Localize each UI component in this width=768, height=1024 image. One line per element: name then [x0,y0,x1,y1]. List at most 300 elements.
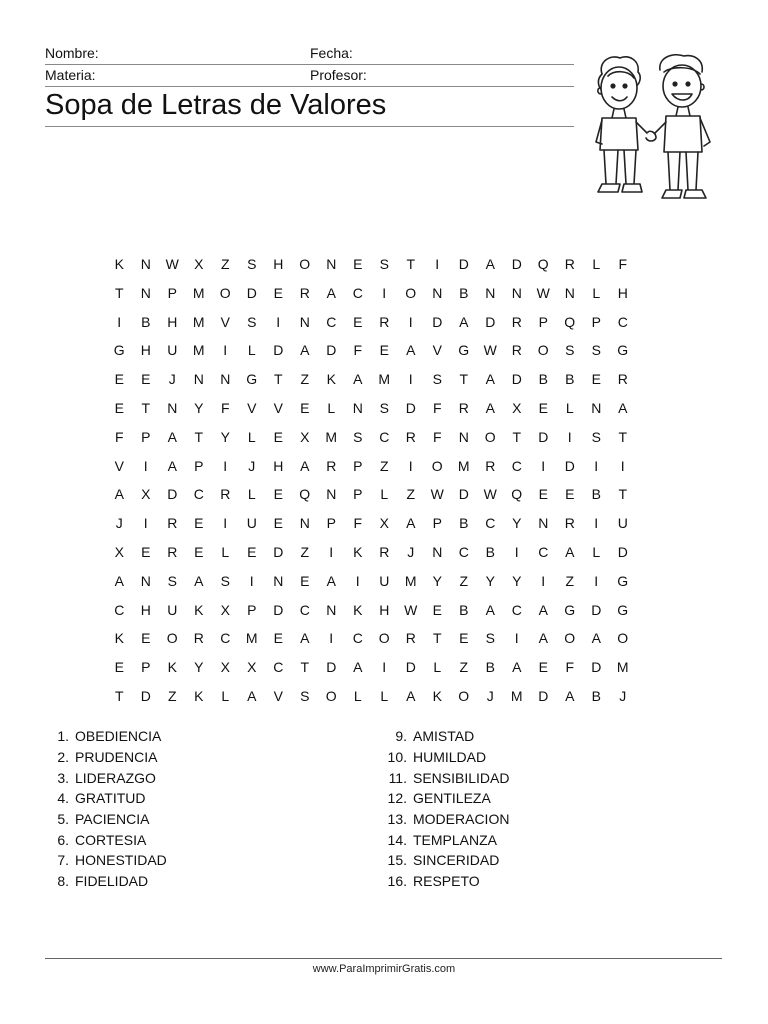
grid-letter: I [143,457,148,474]
word-list-item [47,829,167,850]
grid-letter: M [616,659,629,676]
grid-letter: Y [194,659,204,676]
grid-letter: S [432,371,442,388]
grid-letter: N [511,284,522,301]
grid-letter: J [407,543,415,560]
grid-letter: G [246,371,258,388]
grid-letter: E [194,515,204,532]
grid-letter: U [167,601,178,618]
word-list-item [47,850,167,871]
grid-letter: L [353,687,362,704]
grid-letter: D [273,342,284,359]
grid-letter: D [405,399,416,416]
grid-row [106,279,662,308]
grid-letter: N [299,515,310,532]
grid-letter: D [458,486,469,503]
grid-letter: E [273,284,283,301]
grid-letter: N [326,601,337,618]
footer-divider [45,958,722,959]
grid-letter: L [247,342,256,359]
grid-letter: L [565,399,574,416]
grid-letter: U [167,342,178,359]
word-text: CORTESIA [75,831,147,848]
grid-letter: C [352,630,363,647]
word-list-item [47,747,167,768]
grid-letter: W [404,601,418,618]
word-list-item [375,747,509,768]
grid-letter: B [485,659,495,676]
profesor-label: Profesor: [310,67,367,83]
grid-letter: E [538,399,548,416]
grid-letter: P [141,428,151,445]
grid-letter: R [379,543,390,560]
grid-letter: N [140,256,151,272]
grid-letter: I [594,515,599,532]
grid-letter: C [485,515,496,532]
grid-letter: Q [537,256,549,272]
grid-letter: B [538,371,548,388]
word-number: 15. [387,852,407,869]
grid-letter: E [591,371,601,388]
word-number: 6. [57,831,69,848]
grid-letter: O [166,630,178,647]
grid-letter: C [538,543,549,560]
word-number: 1. [57,728,69,745]
word-text: AMISTAD [413,728,475,745]
grid-letter: Z [406,486,416,503]
grid-letter: D [246,284,257,301]
grid-letter: A [512,659,522,676]
word-list-item [375,726,509,747]
grid-letter: D [511,371,522,388]
word-list-item [47,767,167,788]
grid-letter: E [273,486,283,503]
grid-letter: T [512,428,522,445]
grid-letter: E [141,543,151,560]
grid-letter: Y [512,572,522,589]
grid-letter: B [591,687,601,704]
grid-letter: F [220,399,230,416]
grid-letter: K [432,687,442,704]
grid-letter: A [194,572,204,589]
grid-letter: A [485,601,495,618]
grid-letter: S [565,342,575,359]
grid-letter: D [564,457,575,474]
grid-letter: L [592,543,601,560]
grid-row [106,423,662,452]
grid-letter: D [405,659,416,676]
letter-grid [106,250,662,711]
grid-letter: Z [379,457,389,474]
grid-letter: H [617,284,628,301]
grid-letter: Y [220,428,230,445]
grid-letter: I [567,428,572,445]
grid-letter: M [510,687,523,704]
grid-letter: G [564,601,576,618]
grid-letter: L [592,256,601,272]
grid-letter: C [617,313,628,330]
grid-letter: N [140,284,151,301]
grid-letter: A [353,659,363,676]
grid-letter: O [431,457,443,474]
grid-letter: J [168,371,176,388]
grid-letter: L [380,687,389,704]
grid-letter: I [276,313,281,330]
grid-letter: E [300,399,310,416]
grid-letter: X [220,601,230,618]
word-text: OBEDIENCIA [75,728,162,745]
grid-row [106,250,662,279]
grid-letter: E [353,313,363,330]
grid-letter: P [167,284,177,301]
grid-letter: R [167,543,178,560]
grid-letter: R [167,515,178,532]
grid-letter: X [300,428,310,445]
grid-letter: O [219,284,231,301]
word-number: 3. [57,769,69,786]
materia-profesor-line [45,86,574,87]
grid-letter: D [140,687,151,704]
grid-letter: H [140,342,151,359]
grid-letter: P [353,486,363,503]
page-title: Sopa de Letras de Valores [45,89,387,121]
grid-letter: C [458,543,469,560]
grid-letter: S [300,687,310,704]
grid-letter: S [247,256,257,272]
grid-letter: C [352,284,363,301]
grid-letter: I [408,457,413,474]
grid-letter: L [433,659,442,676]
grid-letter: P [591,313,601,330]
grid-letter: A [167,428,177,445]
grid-letter: I [143,515,148,532]
word-text: MODERACION [413,811,510,828]
grid-letter: A [406,687,416,704]
grid-letter: F [114,428,124,445]
grid-letter: Z [220,256,230,272]
grid-letter: V [220,313,230,330]
grid-letter: R [299,284,310,301]
grid-letter: U [246,515,257,532]
grid-letter: L [327,399,336,416]
grid-letter: Y [512,515,522,532]
grid-letter: J [486,687,494,704]
word-number: 7. [57,852,69,869]
word-number: 9. [395,728,407,745]
word-number: 10. [387,749,407,766]
grid-letter: B [565,371,575,388]
grid-letter: V [432,342,442,359]
grid-letter: F [353,342,363,359]
grid-row [106,452,662,481]
grid-letter: N [432,284,443,301]
grid-row [106,336,662,365]
grid-letter: A [538,601,548,618]
grid-letter: O [484,428,496,445]
grid-letter: S [379,256,389,272]
grid-letter: P [247,601,257,618]
grid-letter: I [514,543,519,560]
grid-letter: N [326,256,337,272]
word-number: 12. [387,790,407,807]
word-list-item [47,809,167,830]
grid-letter: I [117,313,122,330]
grid-letter: R [564,256,575,272]
grid-letter: L [592,284,601,301]
grid-letter: O [617,630,629,647]
grid-letter: R [405,630,416,647]
word-text: SINCERIDAD [413,852,500,869]
grid-letter: C [511,457,522,474]
grid-letter: T [273,371,283,388]
grid-letter: Q [564,313,576,330]
grid-letter: D [167,486,178,503]
grid-letter: S [167,572,177,589]
grid-letter: E [565,486,575,503]
grid-letter: X [247,659,257,676]
grid-letter: A [247,687,257,704]
grid-letter: O [458,687,470,704]
grid-letter: I [620,457,625,474]
grid-letter: A [485,256,495,272]
grid-letter: N [591,399,602,416]
grid-letter: A [485,399,495,416]
word-list-item [375,871,509,892]
word-number: 14. [387,831,407,848]
grid-letter: D [485,313,496,330]
grid-letter: B [459,601,469,618]
grid-letter: O [378,630,390,647]
word-list-item [47,871,167,892]
grid-letter: Y [194,399,204,416]
grid-letter: Z [300,371,310,388]
grid-letter: M [192,284,205,301]
grid-letter: L [221,543,230,560]
word-text: PACIENCIA [75,811,150,828]
grid-letter: R [379,313,390,330]
grid-letter: E [459,630,469,647]
grid-letter: L [380,486,389,503]
grid-letter: H [140,601,151,618]
grid-letter: D [432,313,443,330]
grid-letter: S [247,313,257,330]
grid-letter: D [591,659,602,676]
grid-letter: J [619,687,627,704]
grid-letter: H [273,457,284,474]
grid-letter: G [617,572,629,589]
grid-letter: N [220,371,231,388]
grid-letter: K [167,659,177,676]
word-text: PRUDENCIA [75,749,158,766]
grid-letter: I [594,572,599,589]
grid-letter: I [541,572,546,589]
grid-letter: F [432,428,442,445]
grid-letter: V [247,399,257,416]
word-text: FIDELIDAD [75,873,149,890]
grid-letter: T [141,399,151,416]
word-list-item [375,809,509,830]
word-list-left [47,726,167,892]
grid-letter: V [114,457,124,474]
grid-letter: E [538,659,548,676]
grid-letter: K [326,371,336,388]
grid-letter: R [326,457,337,474]
word-text: LIDERAZGO [75,769,156,786]
grid-letter: P [326,515,336,532]
grid-letter: W [483,486,497,503]
grid-letter: A [406,515,416,532]
grid-letter: I [329,543,334,560]
grid-letter: X [512,399,522,416]
grid-letter: X [379,515,389,532]
grid-letter: E [194,543,204,560]
grid-letter: E [273,428,283,445]
word-number: 2. [57,749,69,766]
grid-letter: N [167,399,178,416]
grid-letter: T [114,687,124,704]
grid-letter: A [459,313,469,330]
grid-letter: K [353,601,363,618]
materia-label: Materia: [45,67,96,83]
grid-letter: A [300,342,310,359]
word-number: 11. [388,769,407,786]
grid-letter: R [564,515,575,532]
grid-letter: V [273,399,283,416]
grid-letter: A [538,630,548,647]
grid-letter: A [114,572,124,589]
grid-letter: B [459,284,469,301]
grid-letter: R [220,486,231,503]
grid-row [106,308,662,337]
word-list-item [375,829,509,850]
grid-letter: K [114,256,124,272]
grid-letter: A [618,399,628,416]
grid-letter: Z [459,659,469,676]
grid-letter: J [115,515,123,532]
grid-letter: F [432,399,442,416]
grid-letter: F [353,515,363,532]
word-list-item [375,850,509,871]
grid-letter: N [352,399,363,416]
kids-handshake-icon [588,52,718,216]
grid-letter: E [114,399,124,416]
word-list-item [375,788,509,809]
grid-letter: T [114,284,124,301]
grid-row [106,624,662,653]
grid-letter: Y [432,572,442,589]
word-number: 13. [387,811,407,828]
grid-letter: N [299,313,310,330]
grid-letter: E [141,630,151,647]
word-text: GENTILEZA [413,790,491,807]
grid-letter: A [300,457,310,474]
grid-letter: E [538,486,548,503]
grid-letter: I [223,515,228,532]
grid-letter: T [432,630,442,647]
word-text: TEMPLANZA [413,831,498,848]
grid-letter: N [564,284,575,301]
grid-letter: Z [300,543,310,560]
grid-letter: C [326,313,337,330]
grid-row [106,480,662,509]
nombre-label: Nombre: [45,45,99,61]
grid-letter: M [404,572,417,589]
grid-letter: W [165,256,179,272]
grid-letter: N [193,371,204,388]
grid-letter: R [405,428,416,445]
grid-letter: Y [485,572,495,589]
grid-letter: X [194,256,204,272]
grid-letter: C [114,601,125,618]
grid-letter: E [273,630,283,647]
grid-letter: A [114,486,124,503]
grid-letter: H [167,313,178,330]
grid-letter: I [249,572,254,589]
word-number: 8. [57,873,69,890]
grid-row [106,538,662,567]
grid-letter: E [247,543,257,560]
grid-letter: B [591,486,601,503]
grid-letter: M [378,371,391,388]
grid-letter: S [591,428,601,445]
grid-letter: I [408,313,413,330]
grid-letter: V [273,687,283,704]
grid-row [106,509,662,538]
grid-letter: E [353,256,363,272]
grid-letter: I [408,371,413,388]
grid-letter: W [430,486,444,503]
grid-letter: R [511,313,522,330]
grid-letter: S [379,399,389,416]
grid-letter: I [382,284,387,301]
grid-letter: O [537,342,549,359]
grid-letter: A [353,371,363,388]
word-text: SENSIBILIDAD [413,769,510,786]
grid-letter: R [485,457,496,474]
grid-letter: Q [511,486,523,503]
word-text: GRATITUD [75,790,146,807]
grid-letter: U [617,515,628,532]
grid-letter: D [591,601,602,618]
grid-letter: M [245,630,258,647]
grid-letter: G [617,601,629,618]
grid-letter: U [379,572,390,589]
grid-letter: I [594,457,599,474]
grid-letter: P [141,659,151,676]
grid-letter: I [514,630,519,647]
grid-letter: A [565,543,575,560]
grid-letter: O [325,687,337,704]
grid-letter: H [273,256,284,272]
grid-letter: D [273,543,284,560]
grid-letter: M [457,457,470,474]
grid-letter: P [538,313,548,330]
grid-letter: B [485,543,495,560]
grid-letter: K [194,687,204,704]
grid-letter: X [114,543,124,560]
word-text: HONESTIDAD [75,852,167,869]
grid-letter: E [300,572,310,589]
word-text: HUMILDAD [413,749,487,766]
grid-letter: O [564,630,576,647]
grid-letter: G [113,342,125,359]
grid-letter: K [194,601,204,618]
word-list-item [375,767,509,788]
grid-letter: P [194,457,204,474]
grid-letter: H [379,601,390,618]
grid-letter: N [432,543,443,560]
grid-row [106,394,662,423]
